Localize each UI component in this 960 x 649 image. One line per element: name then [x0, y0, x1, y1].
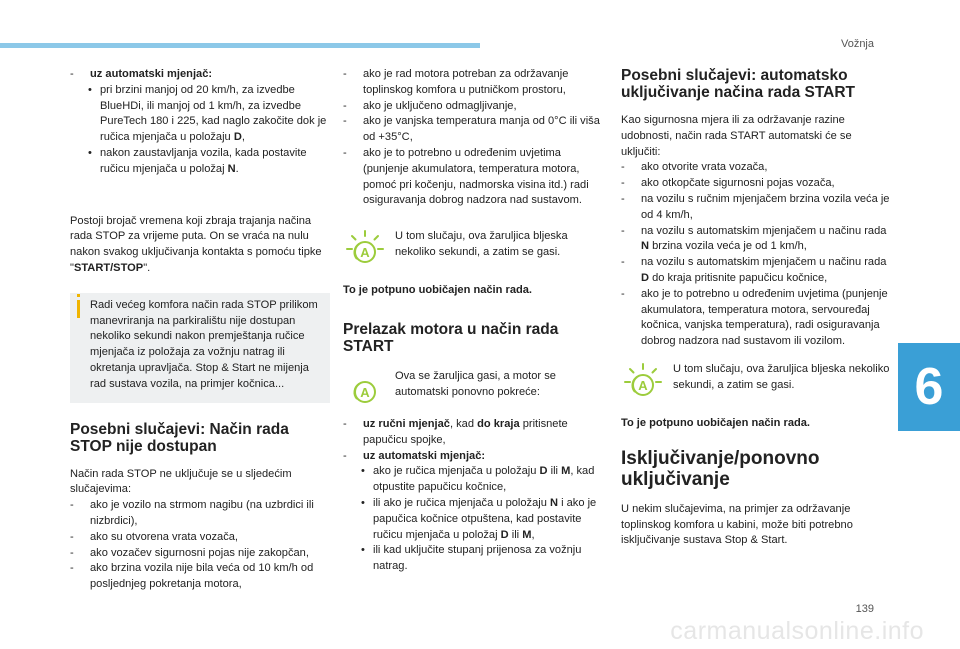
warning-box: A Ova se žaruljica gasi, a motor se automatski ponovno pokreće: [343, 369, 603, 413]
list-item: - ako je to potrebno u određenim uvjetima (punjenje akumulatora, temperatura motora, servouređaj kočnica, vanjska temperatura), radi osiguravanja dobrog nadzora nad sustavom ili vozilom. [621, 287, 888, 348]
outro-paragraph: U nekim slučajevima, na primjer za održavanje toplinskog komfora u kabini, može biti potrebno isključivanje sustava Stop & Start. [621, 502, 853, 547]
warning-box: A U tom slučaju, ova žaruljica bljeska nekoliko sekundi, a zatim se gasi. [621, 362, 891, 406]
warning-box: A U tom slučaju, ova žaruljica bljeska nekoliko sekundi, a zatim se gasi. [343, 229, 603, 273]
list-item: - na vozilu s automatskim mjenjačem u načinu rada N brzina vozila veća je od 1 km/h, [621, 224, 887, 253]
normal-operation-note: To je potpuno uobičajen način rada. [343, 284, 533, 297]
watermark: carmanualsonline.info [670, 617, 924, 645]
bullet-item: • nakon zaustavljanja vozila, kada postavite ručicu mjenjača u položaj N. [88, 146, 307, 175]
chapter-tab: 6 [898, 343, 960, 431]
list-item: - ako je vanjska temperatura manja od 0°C ili viša od +35°C, [343, 115, 600, 144]
bullet-item: • ako je ručica mjenjača u položaju D ili M, kad otpustite papučicu kočnice, [361, 465, 595, 494]
page-number: 139 [855, 603, 874, 615]
section-heading: Prelazak motora u način rada START [343, 320, 559, 355]
bullet-item: • ili kad uključite stupanj prijenosa za vožnju natrag. [361, 544, 582, 573]
list-item: - uz automatski mjenjač: [343, 449, 486, 462]
list-item: - na vozilu s automatskim mjenjačem u načinu rada D do kraja pritisnite papučicu kočnice, [621, 256, 887, 284]
svg-text:A: A [360, 245, 370, 261]
list-item: - ako otkopčate sigurnosni pojas vozača, [621, 177, 835, 190]
auto-start-warning-icon [623, 362, 663, 402]
list-item: - ako je uključeno odmagljivanje, [343, 99, 517, 112]
section-heading: Posebni slučajevi: automatsko uključivanje načina rada START [621, 67, 856, 101]
normal-operation-note: To je potpuno uobičajen način rada. [621, 416, 811, 429]
list-item: - ako brzina vozila nije bila veća od 10 km/h od posljednjeg pokretanja motora, [70, 562, 314, 591]
intro-paragraph: Kao sigurnosna mjera ili za održavanje razine udobnosti, način rada START automatski će se uključiti: [621, 114, 852, 158]
section-heading-large: Isključivanje/ponovno uključivanje [621, 447, 820, 490]
info-note: Radi većeg komfora način rada STOP prilikom manevriranja na parkiralištu nije dostupan nekoliko sekundi nakon premještanja ručice mjenjača iz položaja za vožnju natrag ili okretanja upravljača. Stop & Start ne mijenja rad sustava vozila, na primjer kočnica... [70, 293, 330, 403]
list-item: - ako je vozilo na strmom nagibu (na uzbrdici ili nizbrdici), [70, 499, 314, 527]
section-title: Vožnja [840, 38, 874, 50]
column-2 [343, 67, 603, 575]
column-1 [70, 67, 330, 593]
timer-paragraph: Postoji brojač vremena koji zbraja trajanja načina rada STOP za vrijeme puta. On se vraća na nulu nakon svakog uključivanja kontakta s pomoću tipke "START/STOP". [70, 214, 322, 274]
top-accent-bar [0, 43, 480, 48]
intro-paragraph: Način rada STOP ne uključuje se u sljedećim slučajevima: [70, 467, 292, 496]
svg-text:A: A [360, 384, 370, 400]
list-item: - na vozilu s ručnim mjenjačem brzina vozila veća je od 4 km/h, [621, 192, 890, 221]
list-item: - uz automatski mjenjač: [70, 68, 213, 80]
list-item: - ako otvorite vrata vozača, [621, 161, 768, 174]
auto-start-warning-icon [345, 229, 385, 269]
section-heading: Posebni slučajevi: Način rada STOP nije dostupan [70, 420, 289, 455]
auto-start-icon [345, 369, 385, 409]
list-item: - ako vozačev sigurnosni pojas nije zakopčan, [70, 546, 309, 559]
column-3 [621, 67, 891, 549]
auto-gearbox-label: uz automatski mjenjač: [90, 68, 213, 80]
list-item: - uz ručni mjenjač, kad do kraja pritisnete papučicu spojke, [343, 417, 568, 446]
bullet-item: • pri brzini manjoj od 20 km/h, za izvedbe BlueHDi, ili manjoj od 1 km/h, za izvedbe PureTech 180 i 225, kad naglo zakočite dok je ručica mjenjača u položaju D, [88, 83, 327, 144]
bullet-item: • ili ako je ručica mjenjača u položaju N i ako je papučica kočnice otpuštena, kad postavite ručicu mjenjača u položaj D ili M, [361, 496, 597, 541]
list-item: - ako je to potrebno u određenim uvjetima (punjenje akumulatora, temperatura motora, pomoć pri kočenju, nadmorska visina itd.) radi osiguravanja dobrog nadzora nad sustavom. [343, 146, 589, 207]
svg-text:A: A [638, 377, 648, 393]
info-icon [77, 300, 80, 318]
list-item: - ako je rad motora potreban za održavanje toplinskog komfora u putničkom prostoru, [343, 68, 569, 96]
list-item: - ako su otvorena vrata vozača, [70, 530, 238, 543]
